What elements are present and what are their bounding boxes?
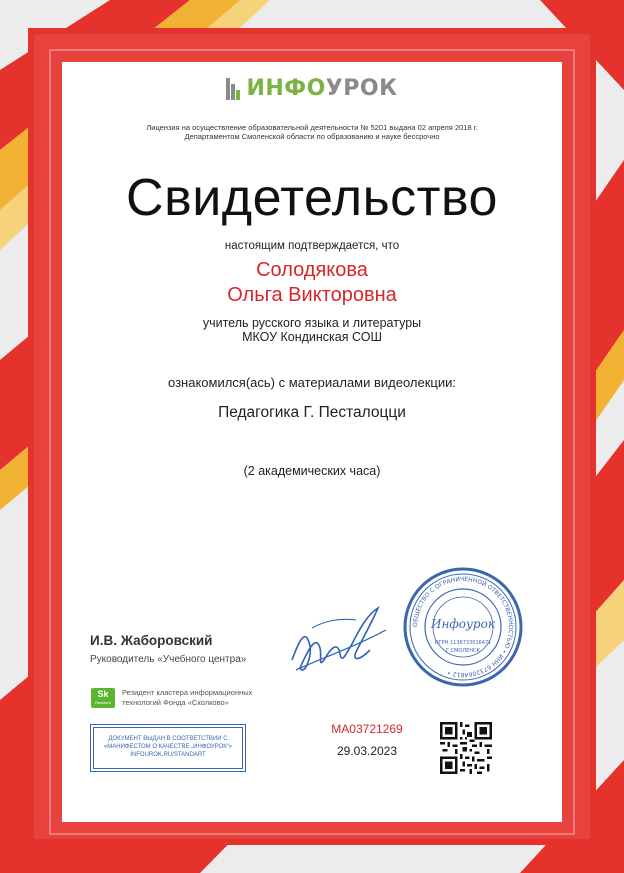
license-text [62,123,562,141]
signer-name: И.В. Жаборовский [90,633,213,648]
logo-wordmark [246,76,397,101]
skolkovo-text [122,688,282,708]
license-line2: Департаментом Смоленской области по образованию и науке бессрочно [184,132,440,141]
infourok-logo-icon [226,78,240,100]
stamp-ring-text: ОБЩЕСТВО С ОГРАНИЧЕННОЙ ОТВЕТСТВЕННОСТЬЮ • ИНН 6732064812 • [411,575,515,679]
standard-line1: ДОКУМЕНТ ВЫДАН В СООТВЕТСТВИИ С [108,736,228,742]
skolkovo-logo [91,688,115,708]
course-title: Педагогика Г. Песталоцци [218,404,406,421]
stamp-city: Г.СМОЛЕНСК [445,648,481,654]
logo-part-gray: УРОК [325,76,398,101]
stamp-center-text: Инфоурок [430,617,496,631]
company-stamp [402,566,524,688]
position-line2: МКОУ Кондинская СОШ [242,330,382,344]
document-number: МА03721269 [331,722,403,736]
signer-role: Руководитель «Учебного центра» [90,654,247,665]
skolkovo-line1: Резидент кластера информационных [122,688,253,697]
recipient-given-name: Ольга Викторовна [227,284,397,306]
familiarized-text: ознакомился(ась) с материалами видеолекции: [167,375,456,390]
handwritten-signature [282,598,392,688]
skolkovo-logo-sub: Resident [95,700,111,705]
standard-line2: «МАНИФЕСТОМ О КАЧЕСТВЕ „ИНФОУРОК“» [103,744,233,750]
skolkovo-logo-letters: Sk [97,689,109,699]
qr-code[interactable] [440,722,492,774]
confirm-text: настоящим подтверждается, что [224,240,400,252]
recipient-surname: Солодякова [256,259,368,281]
infourok-logo [62,76,562,101]
skolkovo-line2: технологий Фонда «Сколково» [122,698,229,707]
logo-part-green: ИНФО [246,76,326,101]
academic-hours: (2 академических часа) [243,464,381,478]
recipient-position [62,316,562,344]
license-line1: Лицензия на осуществление образовательной деятельности № 5201 выдана 02 апреля 2018 г. [146,123,478,132]
standard-line3: INFOUROK.RU/STANDART [130,752,206,758]
stamp-ogrn: ОГРН 1136733016471 [434,640,492,646]
position-line1: учитель русского языка и литературы [202,316,422,330]
document-date: 29.03.2023 [336,744,398,758]
quality-standard-box [90,724,246,772]
certificate-title: Свидетельство [126,169,498,227]
